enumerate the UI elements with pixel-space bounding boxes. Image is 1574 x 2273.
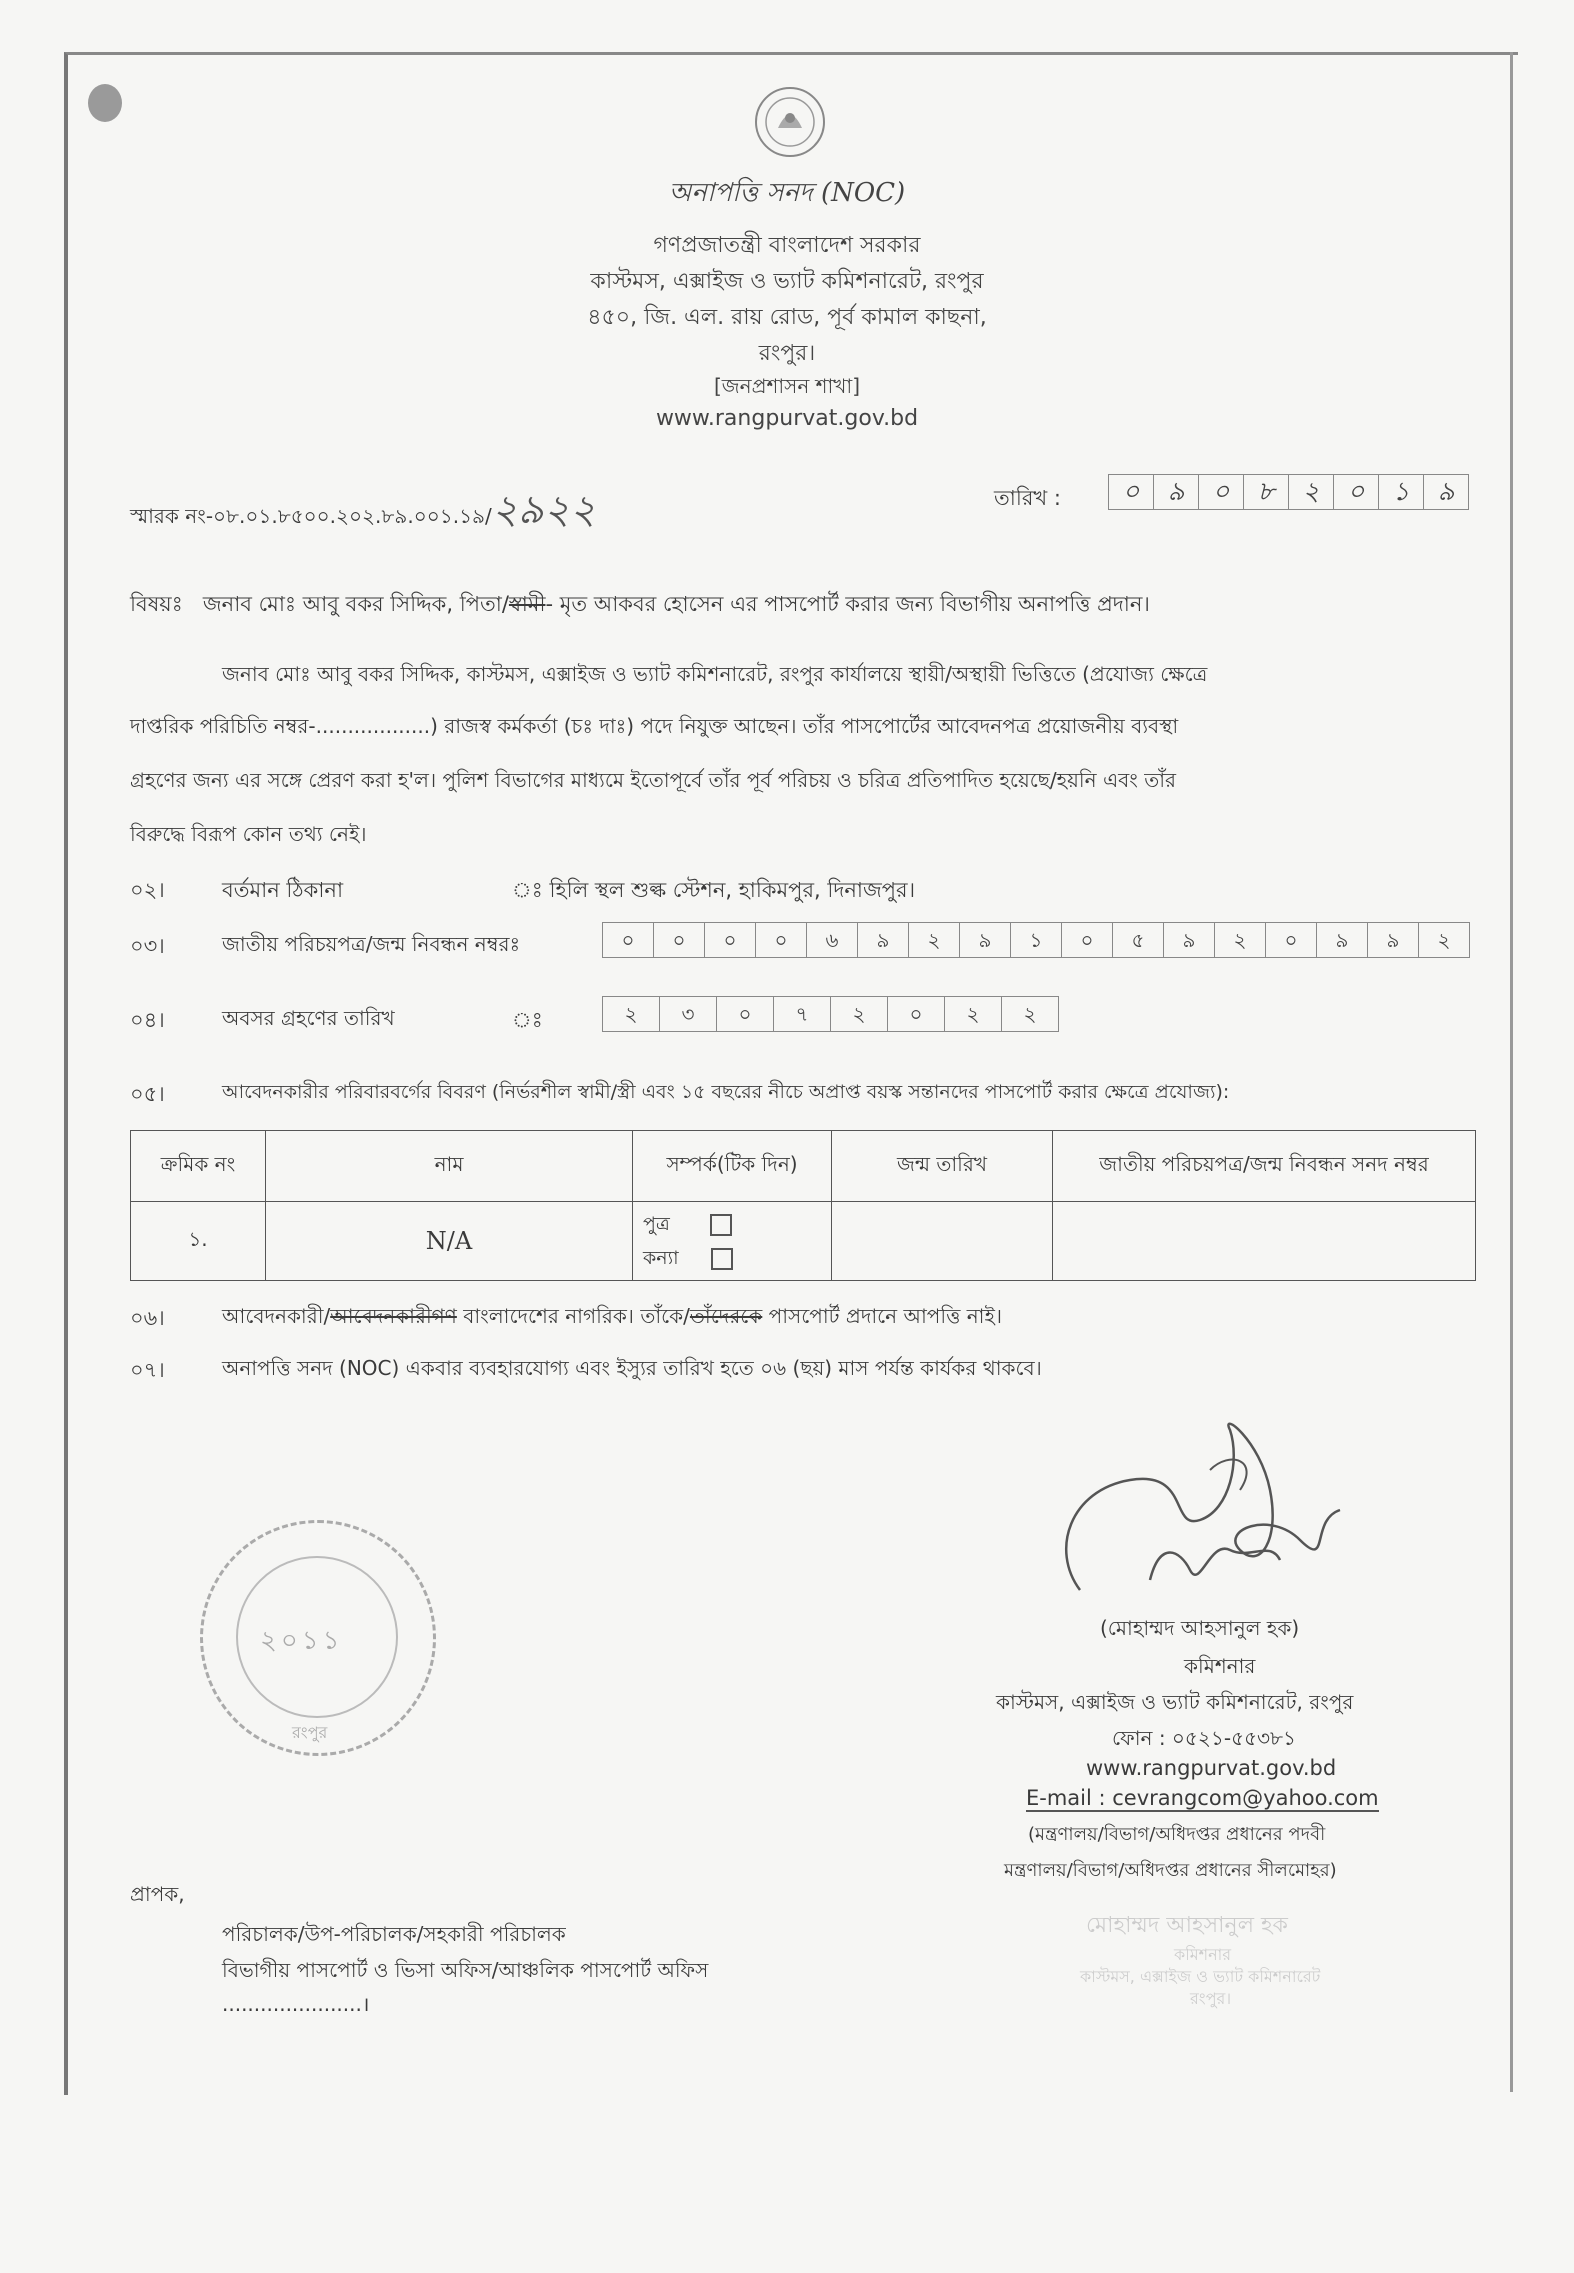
signer-office: কাস্টমস, এক্সাইজ ও ভ্যাট কমিশনারেট, রংপুর xyxy=(996,1690,1354,1714)
item-07-number: ০৭। xyxy=(130,1358,165,1382)
row-serial: ১. xyxy=(131,1202,266,1281)
subject-text-b: - মৃত আকবর হোসেন এর পাসপোর্ট করার জন্য বিভাগীয় অনাপত্তি প্রদান। xyxy=(545,592,1150,616)
nid-digit-box: ৬ xyxy=(807,923,858,957)
nid-digit-box: ৯ xyxy=(1368,923,1419,957)
date-label: তারিখ : xyxy=(994,486,1061,510)
retirement-date-boxes xyxy=(602,996,1059,1032)
nid-digit-box: ২ xyxy=(1215,923,1266,957)
memo-label: স্মারক নং-০৮.০১.৮৫০০.২০২.৮৯.০০১.১৯/ xyxy=(130,504,492,528)
relation-son xyxy=(643,1207,830,1241)
date-digit-box: ০ xyxy=(1334,475,1379,509)
date-digit-box: ০ xyxy=(1199,475,1244,509)
item-03-number: ০৩। xyxy=(130,934,165,958)
item-04-number: ০৪। xyxy=(130,1008,165,1032)
nid-digit-box: ০ xyxy=(603,923,654,957)
header-address-1: ৪৫০, জি. এল. রায় রোড, পূর্ব কামাল কাছনা, xyxy=(587,305,987,330)
retirement-digit-box: ২ xyxy=(831,997,888,1031)
header-branch: [জনপ্রশাসন শাখা] xyxy=(713,374,861,398)
recipient-line-1: পরিচালক/উপ-পরিচালক/সহকারী পরিচালক xyxy=(222,1922,566,1946)
item-04-label: অবসর গ্রহণের তারিখ xyxy=(222,1006,395,1030)
recipient-line-3: ......................। xyxy=(222,1992,370,2016)
item-07-text: অনাপত্তি সনদ (NOC) একবার ব্যবহারযোগ্য এবং ইস্যুর তারিখ হতে ০৬ (ছয়) মাস পর্যন্ত কার্যকর থাকবে। xyxy=(222,1356,1042,1380)
seal-city: রংপুর xyxy=(292,1723,328,1742)
nid-digit-box: ৫ xyxy=(1113,923,1164,957)
col-name: নাম xyxy=(266,1131,633,1202)
header-office: কাস্টমস, এক্সাইজ ও ভ্যাট কমিশনারেট, রংপুর xyxy=(590,269,984,294)
signer-phone: ফোন : ০৫২১-৫৫৩৮১ xyxy=(1112,1726,1297,1750)
item-06-c: পাসপোর্ট প্রদানে আপত্তি নাই। xyxy=(762,1304,1003,1328)
item-06-b: বাংলাদেশের নাগরিক। তাঁকে/ xyxy=(456,1304,690,1328)
body-line-3: গ্রহণের জন্য এর সঙ্গে প্রেরণ করা হ'ল। পুলিশ বিভাগের মাধ্যমে ইতোপূর্বে তাঁর পূর্ব পরিচয় ও চরিত্র প্রতিপাদিত হয়েছে/হয়নি এবং তাঁর xyxy=(130,768,1177,792)
nid-digit-box: ০ xyxy=(1062,923,1113,957)
date-digit-box: ০ xyxy=(1109,475,1154,509)
item-02-label: বর্তমান ঠিকানা xyxy=(222,878,344,902)
signature-image xyxy=(1040,1400,1360,1600)
col-relation: সম্পর্ক(টিক দিন) xyxy=(633,1131,832,1202)
date-boxes xyxy=(1108,474,1469,510)
nid-digit-box: ৯ xyxy=(960,923,1011,957)
signer-website: www.rangpurvat.gov.bd xyxy=(1086,1756,1337,1780)
row-name: N/A xyxy=(266,1202,633,1281)
item-02-value: ঃ হিলি স্থল শুল্ক স্টেশন, হাকিমপুর, দিনাজপুর। xyxy=(512,878,916,902)
item-06-a: আবেদনকারী/ xyxy=(222,1304,331,1328)
item-05-text: আবেদনকারীর পরিবারবর্গের বিবরণ (নির্ভরশীল স্বামী/স্ত্রী এবং ১৫ বছরের নীচে অপ্রাপ্ত বয়স্ক সন্তানদের পাসপোর্ট করার ক্ষেত্রে প্রযোজ্য): xyxy=(222,1081,1230,1103)
body-line-4: বিরুদ্ধে বিরূপ কোন তথ্য নেই। xyxy=(130,822,367,846)
nid-digit-box: ২ xyxy=(1437,928,1451,952)
relation-daughter-label: কন্যা xyxy=(643,1247,679,1269)
recipient-line-2: বিভাগীয় পাসপোর্ট ও ভিসা অফিস/আঞ্চলিক পাসপোর্ট অফিস xyxy=(222,1958,709,1982)
item-03-label: জাতীয় পরিচয়পত্র/জন্ম নিবন্ধন নম্বরঃ xyxy=(222,932,521,956)
header-address-2: রংপুর। xyxy=(758,341,816,366)
row-relation xyxy=(633,1202,832,1281)
memo-number xyxy=(130,478,596,545)
signer-designation: কমিশনার xyxy=(1184,1654,1256,1678)
retirement-digit-box: ২ xyxy=(603,997,660,1031)
stamp-office: কাস্টমস, এক্সাইজ ও ভ্যাট কমিশনারেট xyxy=(1080,1967,1321,1986)
nid-digit-box: ৯ xyxy=(1317,923,1368,957)
nid-digit-box: ০ xyxy=(1266,923,1317,957)
item-06-text xyxy=(222,1302,1002,1335)
item-06-number: ০৬। xyxy=(130,1306,165,1330)
family-table xyxy=(130,1130,1476,1281)
stamp-name: মোহাম্মদ আহসানুল হক xyxy=(1086,1913,1288,1938)
retirement-digit-box: ৩ xyxy=(660,997,717,1031)
date-digit-box: ৯ xyxy=(1437,477,1455,507)
date-digit-box: ৯ xyxy=(1154,475,1199,509)
date-digit-box: ২ xyxy=(1289,475,1334,509)
col-serial: ক্রমিক নং xyxy=(131,1131,266,1202)
col-nid: জাতীয় পরিচয়পত্র/জন্ম নিবন্ধন সনদ নম্বর xyxy=(1053,1131,1476,1202)
retirement-digit-box: ০ xyxy=(717,997,774,1031)
nid-digit-box: ২ xyxy=(909,923,960,957)
subject-line xyxy=(130,588,1150,623)
header-gov: গণপ্রজাতন্ত্রী বাংলাদেশ সরকার xyxy=(653,233,921,258)
retirement-digit-box: ২ xyxy=(1023,1002,1037,1026)
table-header-row xyxy=(131,1131,1476,1202)
nid-digit-box: ৯ xyxy=(858,923,909,957)
item-06-struck-2: তাঁদেরকে xyxy=(689,1304,763,1328)
row-dob xyxy=(832,1202,1053,1281)
header-website: www.rangpurvat.gov.bd xyxy=(655,406,919,431)
memo-handwritten-number: ২৯২২ xyxy=(491,487,596,533)
signer-email: E-mail : cevrangcom@yahoo.com xyxy=(1026,1786,1379,1810)
item-05-number: ০৫। xyxy=(130,1082,165,1106)
date-digit-box: ১ xyxy=(1379,475,1424,509)
signer-name: (মোহাম্মদ আহসানুল হক) xyxy=(1100,1616,1300,1640)
relation-daughter xyxy=(643,1241,830,1275)
stamp-city: রংপুর। xyxy=(1190,1989,1232,2008)
col-dob: জন্ম তারিখ xyxy=(832,1131,1053,1202)
daughter-checkbox[interactable] xyxy=(711,1248,733,1270)
nid-number-boxes xyxy=(602,922,1470,958)
relation-son-label: পুত্র xyxy=(643,1213,670,1235)
date-digit-box: ৮ xyxy=(1244,475,1289,509)
seal-year: ২০১১ xyxy=(260,1626,344,1656)
subject-text-a: জনাব মোঃ আবু বকর সিদ্দিক, পিতা/ xyxy=(202,592,509,616)
stamp-designation: কমিশনার xyxy=(1174,1945,1232,1964)
row-nid xyxy=(1053,1202,1476,1281)
designation-note-1: (মন্ত্রণালয়/বিভাগ/অধিদপ্তর প্রধানের পদবী xyxy=(1028,1824,1326,1845)
item-06-struck-1: আবেদনকারীগণ xyxy=(330,1304,457,1328)
subject-struck-text: স্বামী xyxy=(508,592,546,616)
recipient-label: প্রাপক, xyxy=(130,1882,185,1906)
item-04-colon: ঃ xyxy=(512,1008,543,1032)
nid-digit-box: ০ xyxy=(756,923,807,957)
retirement-digit-box: ৭ xyxy=(774,997,831,1031)
nid-digit-box: ০ xyxy=(705,923,756,957)
nid-digit-box: ১ xyxy=(1011,923,1062,957)
punch-hole xyxy=(88,84,122,122)
son-checkbox[interactable] xyxy=(710,1214,732,1236)
subject-label: বিষয়ঃ xyxy=(130,592,183,616)
retirement-digit-box: ২ xyxy=(945,997,1002,1031)
nid-digit-box: ০ xyxy=(654,923,705,957)
body-line-1: জনাব মোঃ আবু বকর সিদ্দিক, কাস্টমস, এক্সাইজ ও ভ্যাট কমিশনারেট, রংপুর কার্যালয়ে স্থায়ী/অস্থায়ী ভিত্তিতে (প্রযোজ্য ক্ষেত্রে xyxy=(222,662,1208,686)
body-line-2: দাপ্তরিক পরিচিতি নম্বর-..................) রাজস্ব কর্মকর্তা (চঃ দাঃ) পদে নিযুক্ত আছেন। তাঁর পাসপোর্টের আবেদনপত্র প্রয়োজনীয় ব্যবস্থা xyxy=(130,714,1179,738)
nid-digit-box: ৯ xyxy=(1164,923,1215,957)
retirement-digit-box: ০ xyxy=(888,997,945,1031)
table-row xyxy=(131,1202,1476,1281)
item-02-number: ০২। xyxy=(130,878,165,902)
government-emblem-icon xyxy=(752,84,828,160)
document-title: অনাপত্তি সনদ (NOC) xyxy=(668,178,906,208)
designation-note-2: মন্ত্রণালয়/বিভাগ/অধিদপ্তর প্রধানের সীলমোহর) xyxy=(1004,1860,1337,1881)
